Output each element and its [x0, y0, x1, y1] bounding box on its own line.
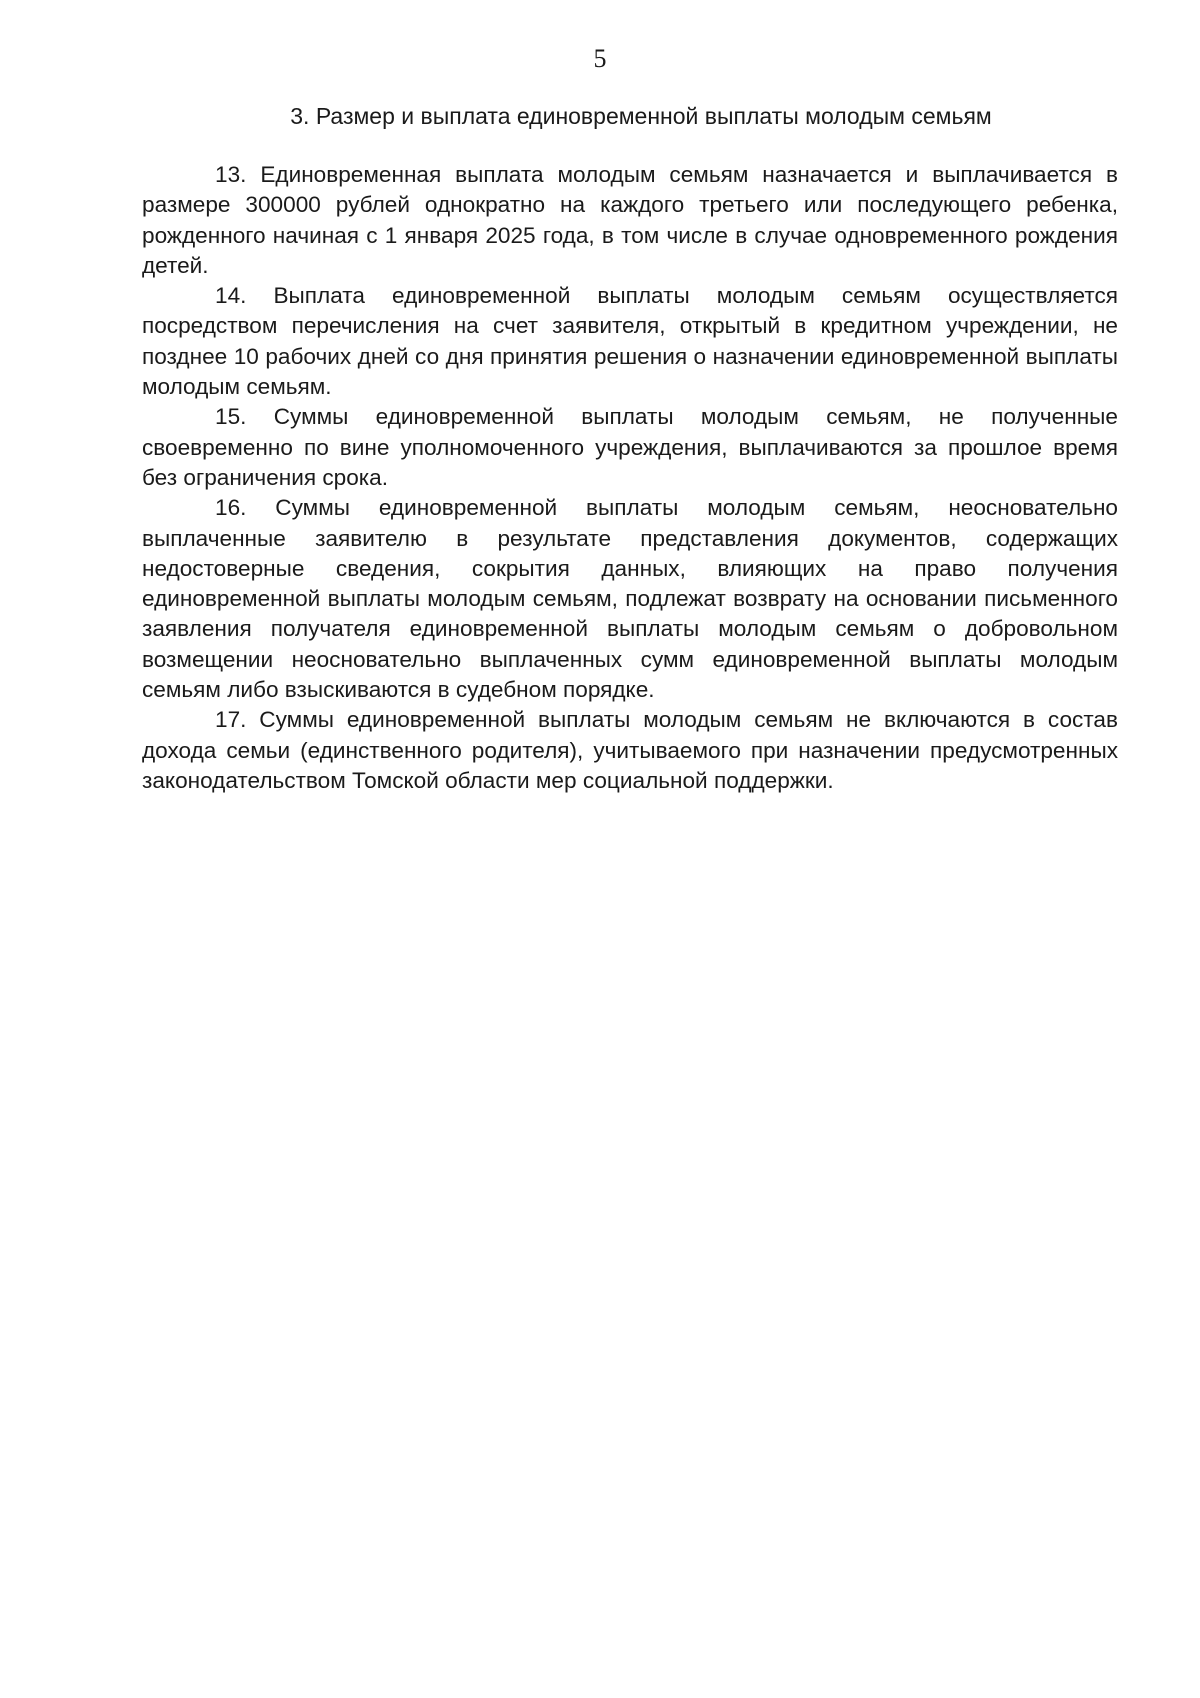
paragraph-13: 13. Единовременная выплата молодым семьям назначается и выплачивается в размере 300000 рублей однократно на каждого третьего или последующего ребенка, рожденного начиная с 1 января 2025 года, в том числе в случае одновременного рождения детей. — [142, 162, 1118, 278]
section-heading: 3. Размер и выплата единовременной выплаты молодым семьям — [290, 103, 992, 129]
paragraph-14: 14. Выплата единовременной выплаты молодым семьям осуществляется посредством перечисления на счет заявителя, открытый в кредитном учреждении, не позднее 10 рабочих дней со дня принятия решения о назначении единовременной выплаты молодым семьям. — [142, 283, 1118, 400]
page-number: 5 — [593, 44, 607, 73]
paragraph-17: 17. Суммы единовременной выплаты молодым семьям не включаются в состав дохода семьи (единственного родителя), учитываемого при назначении предусмотренных законодательством Томской области мер социальной поддержки. — [142, 707, 1118, 793]
paragraph-16: 16. Суммы единовременной выплаты молодым семьям, неосновательно выплаченные заявителю в результате представления документов, содержащих недостоверные сведения, сокрытия данных, влияющих на право получения единовременной выплаты молодым семьям, подлежат возврату на основании письменного заявления получателя единовременной выплаты молодым семьям о добровольном возмещении неосновательно выплаченных сумм единовременной выплаты молодым семьям либо взыскиваются в судебном порядке. — [142, 495, 1118, 703]
section-body — [142, 160, 1118, 796]
paragraph-15: 15. Суммы единовременной выплаты молодым семьям, не полученные своевременно по вине уполномоченного учреждения, выплачиваются за прошлое время без ограничения срока. — [142, 404, 1118, 490]
